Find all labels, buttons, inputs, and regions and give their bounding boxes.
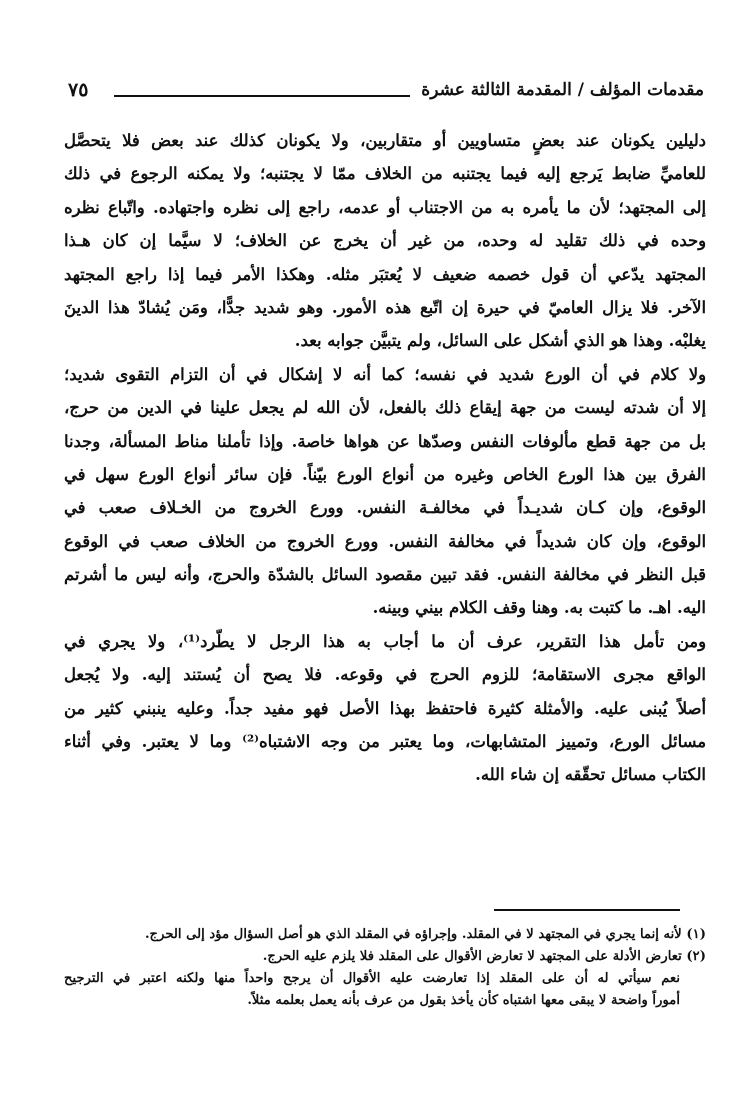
text-line: إلا أن شدته ليست من جهة إيقاع ذلك بالفعل، لأن الله لم يجعل علينا في الدين من حرج، — [64, 398, 706, 418]
text-line: وحده في ذلك تقليد له وحده، من غير أن يخرج عن الخلاف؛ لا سيَّما إن كان هـذا — [64, 231, 706, 251]
text-line: ومن تأمل هذا التقرير، عرف أن ما أجاب به هذا الرجل لا يطّرد⁽¹⁾، ولا يجري في — [64, 631, 706, 651]
text-line: يغلبْه. وهذا هو الذي أشكل على السائل، ولم يتبيَّن جوابه بعد. — [294, 331, 706, 351]
main-text — [64, 124, 706, 792]
text-line: بل من جهة قطع مألوفات النفس وصدّها عن هواها خاصة. وإذا تأملنا مناط المسألة، وجدنا — [64, 431, 706, 451]
paragraph-3 — [64, 625, 706, 792]
paragraph-2 — [64, 358, 706, 625]
text-line: قبل النظر في مخالفة النفس. فقد تبين مقصود السائل بالشدّة والحرج، وأنه ليس ما أشرتم — [64, 565, 706, 585]
paragraph-1 — [64, 124, 706, 358]
footnotes — [64, 924, 706, 1012]
running-header — [68, 78, 704, 108]
footnote-2-continuation: أموراً واضحة لا يبقى معها اشتباه كأن يأخذ بقول من عرف بأنه يعمل بعلمه مثلاً. — [247, 993, 680, 1008]
text-line: أصلاً يُبنى عليه. والأمثلة كثيرة فاحتفظ بهذا الأصل فهو مفيد جداً. وعليه ينبني كثير من — [64, 698, 706, 718]
header-rule — [114, 95, 410, 97]
text-line: للعاميِّ ضابط يَرجع إليه فيما يجتنبه من الخلاف ممّا لا يجتنبه؛ ولا يمكنه الرجوع في ذلك — [64, 164, 706, 184]
footnote-2: (٢) تعارض الأدلة على المجتهد لا تعارض الأقوال على المقلد فلا يلزم عليه الحرج. — [262, 949, 706, 964]
footnote-1: (١) لأنه إنما يجري في المجتهد لا في المقلد. وإجراؤه في المقلد الذي هو أصل السؤال مؤد إلى الحرج. — [144, 927, 706, 942]
text-line: دليلين يكونان عند بعضٍ متساويين أو متقاربين، ولا يكونان كذلك عند بعض فلا يتحصَّل — [64, 131, 706, 150]
text-line: الفرق بين هذا الورع الخاص وغيره من أنواع الورع بيّناً. فإن سائر أنواع الورع سهل في — [64, 464, 706, 484]
text-line: الوقوع، وإن كان شديداً في مخالفة النفس. وورع الخروج من الخلاف صعب في الوقوع — [64, 531, 706, 551]
text-line: إلى المجتهد؛ لأن ما يأمره به من الاجتناب أو عدمه، راجع إلى نظره واجتهاده. واتّباع نظره — [64, 197, 706, 217]
text-line: المجتهد يدّعي أن قول خصمه ضعيف لا يُعتبَر مثله. وهكذا الأمر فيما إذا راجع المجتهد — [64, 264, 706, 284]
footnote-separator — [494, 909, 680, 911]
text-line: الآخر. فلا يزال العاميّ في حيرة إن اتّبع هذه الأمور. وهو شديد جدًّا، ومَن يُشادّ هذا الدينَ — [64, 297, 706, 317]
text-line: الواقع مجرى الاستقامة؛ للزوم الحرج في وقوعه. فلا يصح أن يُستند إليه. ولا يُجعل — [64, 665, 706, 685]
text-line: الكتاب مسائل تحقّقه إن شاء الله. — [475, 765, 706, 785]
text-line: ولا كلام في أن الورع شديد في نفسه؛ كما أنه لا إشكال في أن التزام التقوى شديد؛ — [64, 364, 706, 384]
footnote-2-continuation: نعم سيأتي له أن على المقلد إذا تعارضت عليه الأقوال أن يرجح واحداً منها ولكنه اعتبر في الترجيح — [64, 971, 680, 986]
header-title: مقدمات المؤلف / المقدمة الثالثة عشرة — [421, 80, 704, 100]
text-line: الوقوع، وإن كـان شديـداً في مخالفـة النفس. وورع الخروج من الخـلاف صعب في — [64, 498, 706, 518]
text-line: اليه. اهـ. ما كتبت به. وهنا وقف الكلام بيني وبينه. — [372, 598, 706, 618]
text-line: مسائل الورع، وتمييز المتشابهات، وما يعتبر من وجه الاشتباه⁽²⁾ وما لا يعتبر. وفي أثناء — [64, 732, 706, 752]
page-number: ٧٥ — [68, 79, 89, 101]
